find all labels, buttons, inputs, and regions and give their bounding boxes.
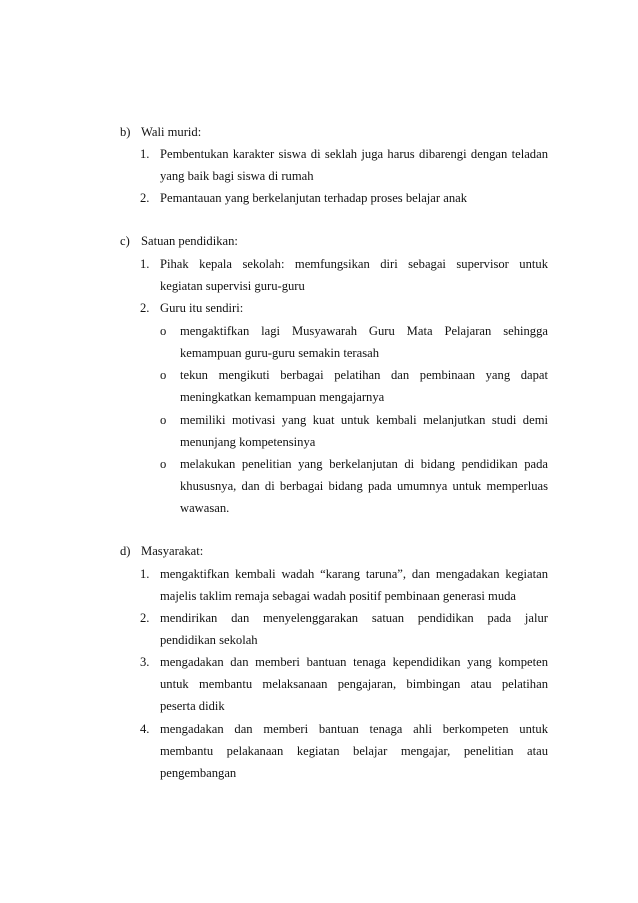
- item-number: 3.: [140, 655, 150, 669]
- item-number: 1.: [140, 257, 150, 271]
- section-heading-d: [120, 540, 203, 562]
- bullet-marker: o: [160, 457, 167, 471]
- bullet-item: [160, 409, 548, 453]
- list-item: [140, 563, 548, 607]
- item-line: mengadakan dan memberi bantuan tenaga kependidikan yang kompeten: [160, 655, 548, 669]
- bullet-item: [160, 453, 548, 519]
- item-line: pendidikan sekolah: [160, 633, 258, 647]
- list-item: [140, 253, 548, 297]
- item-line: yang baik bagi siswa di rumah: [160, 169, 314, 183]
- item-number: 1.: [140, 147, 150, 161]
- bullet-line: mengaktifkan lagi Musyawarah Guru Mata Pelajaran sehingga: [180, 324, 548, 338]
- bullet-line: kemampuan guru-guru semakin terasah: [180, 346, 379, 360]
- item-line: kegiatan supervisi guru-guru: [160, 279, 305, 293]
- item-line: mengaktifkan kembali wadah “karang taruna”, dan mengadakan kegiatan: [160, 567, 548, 581]
- bullet-line: khususnya, dan di berbagai bidang pada umumnya untuk memperluas: [180, 479, 548, 493]
- item-line: peserta didik: [160, 699, 225, 713]
- item-number: 2.: [140, 301, 150, 315]
- bullet-item: [160, 320, 548, 364]
- item-line: pengembangan: [160, 766, 237, 780]
- list-item: [140, 607, 548, 651]
- bullet-marker: o: [160, 413, 167, 427]
- section-label: c): [120, 234, 130, 248]
- section-title: Wali murid:: [141, 125, 202, 139]
- section-heading-b: [120, 121, 201, 143]
- item-line: mengadakan dan memberi bantuan tenaga ahli berkompeten untuk: [160, 722, 548, 736]
- section-title: Satuan pendidikan:: [141, 234, 238, 248]
- item-line: Guru itu sendiri:: [160, 301, 244, 315]
- bullet-item: [160, 364, 548, 408]
- bullet-line: memiliki motivasi yang kuat untuk kembali melanjutkan studi demi: [180, 413, 548, 427]
- item-line: majelis taklim remaja sebagai wadah positif pembinaan generasi muda: [160, 589, 517, 603]
- item-line: untuk membantu melaksanaan pengajaran, bimbingan atau pelatihan: [160, 677, 548, 691]
- bullet-line: menunjang kompetensinya: [180, 435, 316, 449]
- list-item: [140, 297, 548, 319]
- section-heading-c: [120, 230, 238, 252]
- item-number: 4.: [140, 722, 150, 736]
- bullet-marker: o: [160, 368, 167, 382]
- bullet-line: meningkatkan kemampuan mengajarnya: [180, 390, 385, 404]
- bullet-marker: o: [160, 324, 167, 338]
- item-number: 2.: [140, 191, 150, 205]
- section-label: b): [120, 125, 131, 139]
- list-item: [140, 651, 548, 717]
- item-number: 1.: [140, 567, 150, 581]
- item-line: Pemantauan yang berkelanjutan terhadap proses belajar anak: [160, 191, 468, 205]
- bullet-line: wawasan.: [180, 501, 230, 515]
- item-line: Pihak kepala sekolah: memfungsikan diri sebagai supervisor untuk: [160, 257, 548, 271]
- item-line: mendirikan dan menyelenggarakan satuan pendidikan pada jalur: [160, 611, 548, 625]
- list-item: [140, 718, 548, 784]
- item-line: Pembentukan karakter siswa di seklah juga harus dibarengi dengan teladan: [160, 147, 548, 161]
- list-item: [140, 143, 548, 187]
- bullet-line: melakukan penelitian yang berkelanjutan di bidang pendidikan pada: [180, 457, 548, 471]
- section-label: d): [120, 544, 131, 558]
- list-item: [140, 187, 548, 209]
- bullet-line: tekun mengikuti berbagai pelatihan dan pembinaan yang dapat: [180, 368, 548, 382]
- section-title: Masyarakat:: [141, 544, 204, 558]
- item-number: 2.: [140, 611, 150, 625]
- item-line: membantu pelakanaan kegiatan belajar mengajar, penelitian atau: [160, 744, 548, 758]
